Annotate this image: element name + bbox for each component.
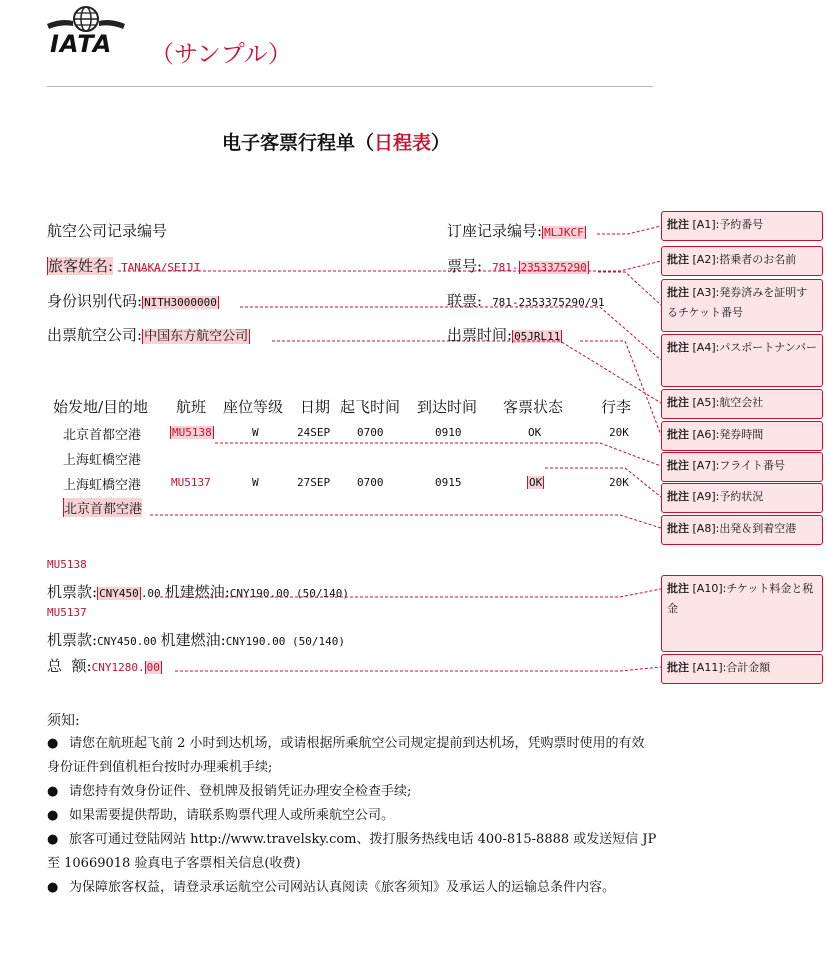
- comment-id: [A11]:: [692, 661, 727, 674]
- comment-tag: 批注: [667, 341, 689, 354]
- issue-time-label: 出票时间:: [447, 326, 513, 344]
- total-value: CNY1280.: [91, 661, 145, 674]
- comment-text: 航空会社: [719, 396, 764, 409]
- comment-text: 予約番号: [719, 218, 764, 231]
- notice-item: [47, 804, 657, 828]
- ticket-no-row: [447, 255, 589, 276]
- row2-arr: 0915: [435, 476, 462, 489]
- row1-date: 24SEP: [297, 426, 331, 439]
- row2-class: W: [252, 476, 259, 489]
- row1-flight: MU5138: [172, 426, 212, 439]
- passenger-name-row: [47, 255, 201, 276]
- comment-id: [A8]:: [692, 522, 720, 535]
- table-header-class: 座位等级: [223, 398, 284, 416]
- comment-text: フライト番号: [719, 459, 785, 472]
- total-value-cents: 00: [146, 661, 160, 674]
- comment-tag: 批注: [667, 286, 689, 299]
- issuing-airline-label: 出票航空公司:: [47, 326, 143, 344]
- passenger-name-label: 旅客姓名:: [48, 257, 114, 275]
- conj-ticket-row: [447, 290, 605, 311]
- comment-id: [A6]:: [692, 428, 720, 441]
- notice-text: 如果需要提供帮助，请联系购票代理人或所乘航空公司。: [69, 808, 395, 823]
- row2-baggage: 20K: [609, 476, 629, 489]
- comment-a1[interactable]: [661, 211, 823, 241]
- document-title: [222, 128, 450, 155]
- comment-tag: 批注: [667, 459, 689, 472]
- comment-a8[interactable]: [661, 515, 823, 545]
- booking-ref-label: 订座记录编号:: [447, 222, 543, 240]
- comment-id: [A4]:: [692, 341, 720, 354]
- comment-text: 搭乗者のお名前: [719, 253, 797, 266]
- comment-text: 予約状況: [719, 490, 764, 503]
- ticket-no-prefix: 781-: [492, 261, 519, 274]
- notice-item: [47, 732, 657, 780]
- fuel-value-2: CNY190.00 (50/140): [225, 635, 345, 648]
- connector-a8: [150, 515, 661, 528]
- id-code-value: NITH3000000: [144, 296, 217, 309]
- comment-text: チケット料金と税金: [667, 582, 814, 615]
- connector-a5: [272, 341, 661, 403]
- table-header-baggage: 行李: [601, 398, 632, 416]
- fuel-label-1: 机建燃油:: [164, 583, 230, 601]
- comment-a10[interactable]: [661, 575, 823, 652]
- notice-text: 请您持有效身份证件、登机牌及报销凭证办理安全检查手续;: [69, 784, 412, 799]
- row1-class: W: [252, 426, 259, 439]
- notice-item: [47, 876, 657, 900]
- comment-a6[interactable]: [661, 421, 823, 451]
- table-header-arr: 到达时间: [417, 398, 478, 416]
- row1-baggage: 20K: [609, 426, 629, 439]
- table-header-flight: 航班: [176, 398, 207, 416]
- fare-value-1: CNY450: [99, 587, 139, 600]
- connector-a6: [580, 341, 661, 435]
- booking-ref-value: MLJKCF: [544, 226, 584, 239]
- comment-text: 発券時間: [719, 428, 764, 441]
- comment-tag: 批注: [667, 253, 689, 266]
- id-code-label: 身份识别代码:: [47, 292, 143, 310]
- connector-a7: [215, 443, 661, 466]
- bullet-icon: ●: [47, 832, 59, 847]
- fare-value-2: CNY450.00: [97, 635, 157, 648]
- comment-tag: 批注: [667, 661, 689, 674]
- comment-tag: 批注: [667, 582, 689, 595]
- origin-airport: 北京首都空港: [63, 428, 142, 443]
- stop-airport-1: 上海虹橋空港: [63, 453, 142, 468]
- comment-a2[interactable]: [661, 246, 823, 276]
- row2-dep: 0700: [357, 476, 384, 489]
- comment-a7[interactable]: [661, 452, 823, 482]
- comment-id: [A3]:: [692, 286, 720, 299]
- row2-flight: MU5137: [171, 476, 211, 489]
- row1-dep: 0700: [357, 426, 384, 439]
- comment-a3[interactable]: [661, 279, 823, 332]
- fare-row-2: [47, 629, 345, 650]
- connector-a9: [545, 468, 661, 497]
- fare-flight-2: MU5137: [47, 606, 87, 619]
- fare-row-1: [47, 581, 349, 602]
- comment-text: パスポートナンバー: [719, 341, 817, 354]
- comment-tag: 批注: [667, 490, 689, 503]
- notice-item: [47, 780, 657, 804]
- issue-time-row: [447, 324, 562, 345]
- row1-arr: 0910: [435, 426, 462, 439]
- comment-tag: 批注: [667, 522, 689, 535]
- notice-text: 为保障旅客权益，请登录承运航空公司网站认真阅读《旅客须知》及承运人的运输总条件内容。: [69, 880, 616, 895]
- header-divider: [47, 86, 653, 87]
- row2-status: OK: [529, 476, 543, 489]
- table-header-origin-dest: 始发地/目的地: [53, 398, 149, 416]
- comment-id: [A10]:: [692, 582, 727, 595]
- bullet-icon: ●: [47, 880, 59, 895]
- issuing-airline-value: 中国东方航空公司: [144, 329, 249, 344]
- issuing-airline-row: [47, 324, 250, 345]
- fare-flight-1: MU5138: [47, 558, 87, 571]
- ticket-no-value: 2353375290: [520, 261, 587, 274]
- passenger-name-value: TANAKA/SEIJI: [121, 261, 201, 274]
- comment-id: [A9]:: [692, 490, 720, 503]
- bullet-icon: ●: [47, 784, 59, 799]
- conj-ticket-value: 781-2353375290/91: [492, 296, 605, 309]
- comment-tag: 批注: [667, 396, 689, 409]
- conj-ticket-label: 联票:: [447, 292, 483, 310]
- comment-a5[interactable]: [661, 389, 823, 419]
- fare-label-2: 机票款:: [47, 631, 98, 649]
- comment-tag: 批注: [667, 428, 689, 441]
- comment-id: [A5]:: [692, 396, 720, 409]
- comment-id: [A2]:: [692, 253, 720, 266]
- logo-text: IATA: [50, 30, 113, 58]
- total-row: [47, 655, 162, 676]
- table-header-dep: 起飞时间: [340, 398, 401, 416]
- title-highlight: 日程表: [374, 132, 432, 154]
- notice-text: 旅客可通过登陆网站 http://www.travelsky.com、拨打服务热线电话 400-815-8888 或发送短信 JP 至 10669018 验真电子客票相关信息(收费): [47, 832, 657, 871]
- row2-date: 27SEP: [297, 476, 331, 489]
- comment-a11[interactable]: [661, 654, 823, 684]
- comment-text: 発券済みを証明するチケット番号: [667, 286, 808, 319]
- total-label: 总 额:: [47, 657, 92, 675]
- airline-record-label: 航空公司记录编号: [47, 222, 168, 240]
- comment-text: 合計金額: [726, 661, 771, 674]
- comment-a9[interactable]: [661, 483, 823, 513]
- fare-value-1-rest: .00: [140, 587, 161, 600]
- notice-text: 请您在航班起飞前 2 小时到达机场，或请根据所乘航空公司规定提前到达机场，凭购票时使用的有效身份证件到值机柜台按时办理乘机手续;: [47, 736, 645, 775]
- title-main: 电子客票行程单（: [222, 132, 375, 154]
- fuel-label-2: 机建燃油:: [160, 631, 226, 649]
- notice-item: [47, 828, 657, 876]
- table-header-status: 客票状态: [503, 398, 564, 416]
- notice-title: 须知:: [47, 713, 80, 729]
- comment-a4[interactable]: [661, 334, 823, 387]
- issue-time-value: 05JRL11: [514, 330, 561, 343]
- comment-text: 出発＆到着空港: [719, 522, 797, 535]
- connector-a11: [175, 667, 661, 671]
- id-code-row: [47, 290, 219, 311]
- final-dest-airport: 北京首都空港: [63, 498, 142, 517]
- table-header-date: 日期: [300, 398, 331, 416]
- comment-id: [A7]:: [692, 459, 720, 472]
- sample-label: （サンプル）: [150, 40, 292, 68]
- connector-a1: [597, 226, 661, 234]
- connector-a3: [598, 272, 661, 305]
- bullet-icon: ●: [47, 736, 59, 751]
- ticket-no-label: 票号:: [447, 257, 483, 275]
- comment-tag: 批注: [667, 218, 689, 231]
- title-close: ）: [431, 132, 451, 154]
- bullet-icon: ●: [47, 808, 59, 823]
- stop-airport-2: 上海虹橋空港: [63, 478, 142, 493]
- fare-label-1: 机票款:: [47, 583, 98, 601]
- row1-status: OK: [528, 426, 542, 439]
- fuel-value-1: CNY190.00 (50/140): [229, 587, 349, 600]
- comment-id: [A1]:: [692, 218, 720, 231]
- booking-ref-row: [447, 220, 586, 241]
